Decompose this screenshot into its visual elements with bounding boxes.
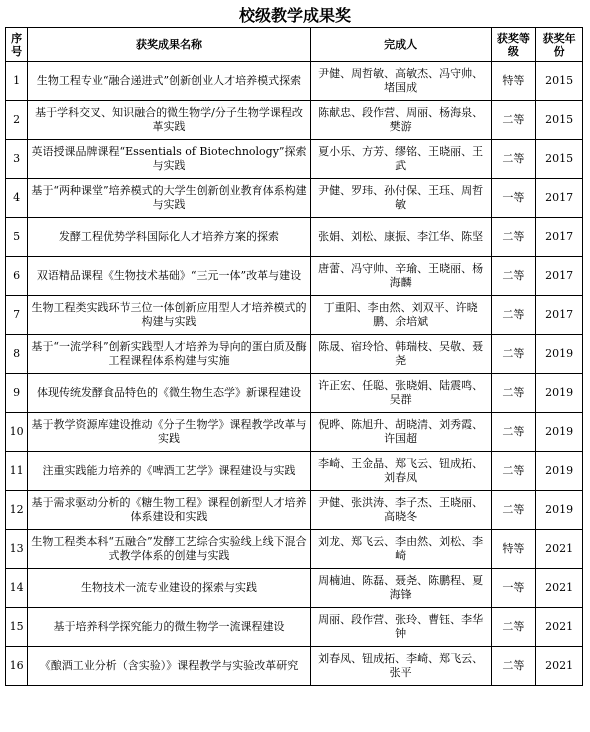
table-row — [6, 218, 583, 257]
cell-name: 基于学科交叉、知识融合的微生物学/分子生物学课程改革实践 — [28, 101, 310, 140]
cell-team: 尹健、罗玮、孙付保、王珏、周哲敏 — [310, 179, 491, 218]
table-row — [6, 296, 583, 335]
header-level: 获奖等级 — [491, 28, 536, 62]
cell-team: 尹健、周哲敏、高敏杰、冯守帅、堵国成 — [310, 62, 491, 101]
cell-team: 尹健、张洪涛、李子杰、王晓丽、高晓冬 — [310, 491, 491, 530]
cell-year: 2021 — [536, 647, 583, 686]
cell-name: 基于培养科学探究能力的微生物学一流课程建设 — [28, 608, 310, 647]
cell-no: 2 — [6, 101, 28, 140]
cell-level: 特等 — [491, 530, 536, 569]
cell-no: 12 — [6, 491, 28, 530]
cell-no: 3 — [6, 140, 28, 179]
table-row — [6, 569, 583, 608]
cell-year: 2019 — [536, 335, 583, 374]
table-row — [6, 335, 583, 374]
cell-team: 李崎、王金晶、郑飞云、钮成拓、刘春凤 — [310, 452, 491, 491]
cell-no: 9 — [6, 374, 28, 413]
cell-level: 二等 — [491, 374, 536, 413]
cell-team: 刘春凤、钮成拓、李崎、郑飞云、张平 — [310, 647, 491, 686]
cell-level: 二等 — [491, 140, 536, 179]
cell-no: 14 — [6, 569, 28, 608]
table-row — [6, 374, 583, 413]
cell-level: 二等 — [491, 647, 536, 686]
cell-name: 生物工程类实践环节三位一体创新应用型人才培养模式的构建与实践 — [28, 296, 310, 335]
cell-name: 生物工程类本科“五融合”发酵工艺综合实验线上线下混合式教学体系的创建与实践 — [28, 530, 310, 569]
cell-level: 二等 — [491, 491, 536, 530]
cell-no: 7 — [6, 296, 28, 335]
cell-year: 2015 — [536, 140, 583, 179]
cell-level: 二等 — [491, 296, 536, 335]
cell-team: 刘龙、郑飞云、李由然、刘松、李崎 — [310, 530, 491, 569]
cell-team: 周丽、段作营、张玲、曹钰、李华钟 — [310, 608, 491, 647]
cell-year: 2017 — [536, 179, 583, 218]
cell-name: 《酿酒工业分析（含实验）》课程教学与实验改革研究 — [28, 647, 310, 686]
cell-year: 2015 — [536, 101, 583, 140]
cell-name: 注重实践能力培养的《啤酒工艺学》课程建设与实践 — [28, 452, 310, 491]
cell-level: 二等 — [491, 452, 536, 491]
cell-year: 2021 — [536, 569, 583, 608]
header-team: 完成人 — [310, 28, 491, 62]
cell-year: 2017 — [536, 296, 583, 335]
table-row — [6, 608, 583, 647]
table-row — [6, 413, 583, 452]
table-body — [6, 62, 583, 686]
cell-no: 4 — [6, 179, 28, 218]
cell-name: 生物技术一流专业建设的探索与实践 — [28, 569, 310, 608]
cell-level: 特等 — [491, 62, 536, 101]
cell-year: 2021 — [536, 608, 583, 647]
table-row — [6, 257, 583, 296]
cell-no: 8 — [6, 335, 28, 374]
cell-no: 16 — [6, 647, 28, 686]
cell-name: 基于“两种课堂”培养模式的大学生创新创业教育体系构建与实践 — [28, 179, 310, 218]
table-row — [6, 647, 583, 686]
header-name: 获奖成果名称 — [28, 28, 310, 62]
cell-level: 二等 — [491, 257, 536, 296]
header-no: 序号 — [6, 28, 28, 62]
cell-year: 2019 — [536, 452, 583, 491]
table-row — [6, 530, 583, 569]
table-row — [6, 491, 583, 530]
cell-team: 倪晔、陈旭升、胡晓清、刘秀霞、许国超 — [310, 413, 491, 452]
cell-team: 丁重阳、李由然、刘双平、许晓鹏、余培斌 — [310, 296, 491, 335]
page-title: 校级教学成果奖 — [238, 6, 351, 25]
cell-no: 10 — [6, 413, 28, 452]
cell-year: 2019 — [536, 413, 583, 452]
cell-no: 5 — [6, 218, 28, 257]
cell-team: 张娟、刘松、康振、李江华、陈坚 — [310, 218, 491, 257]
cell-year: 2017 — [536, 218, 583, 257]
cell-name: 双语精品课程《生物技术基础》“三元一体”改革与建设 — [28, 257, 310, 296]
table-row — [6, 62, 583, 101]
header-year: 获奖年份 — [536, 28, 583, 62]
cell-team: 陈献忠、段作营、周丽、杨海泉、樊游 — [310, 101, 491, 140]
cell-level: 二等 — [491, 335, 536, 374]
cell-year: 2017 — [536, 257, 583, 296]
cell-team: 周楠迪、陈磊、聂尧、陈鹏程、夏海锋 — [310, 569, 491, 608]
cell-no: 15 — [6, 608, 28, 647]
awards-table — [5, 27, 583, 686]
header-row — [6, 28, 583, 62]
cell-name: 体现传统发酵食品特色的《微生物生态学》新课程建设 — [28, 374, 310, 413]
cell-no: 6 — [6, 257, 28, 296]
cell-no: 1 — [6, 62, 28, 101]
table-row — [6, 140, 583, 179]
cell-year: 2015 — [536, 62, 583, 101]
cell-name: 基于教学资源库建设推动《分子生物学》课程教学改革与实践 — [28, 413, 310, 452]
cell-level: 二等 — [491, 101, 536, 140]
table-row — [6, 179, 583, 218]
cell-level: 一等 — [491, 179, 536, 218]
cell-name: 发酵工程优势学科国际化人才培养方案的探索 — [28, 218, 310, 257]
cell-year: 2019 — [536, 491, 583, 530]
cell-level: 二等 — [491, 413, 536, 452]
cell-no: 11 — [6, 452, 28, 491]
cell-no: 13 — [6, 530, 28, 569]
table-row — [6, 452, 583, 491]
table-header — [6, 28, 583, 62]
cell-team: 夏小乐、方芳、缪铭、王晓丽、王武 — [310, 140, 491, 179]
cell-name: 生物工程专业“融合递进式”创新创业人才培养模式探索 — [28, 62, 310, 101]
cell-year: 2019 — [536, 374, 583, 413]
cell-level: 二等 — [491, 608, 536, 647]
cell-level: 一等 — [491, 569, 536, 608]
cell-team: 陈晟、宿玲恰、韩瑞枝、吴敬、聂尧 — [310, 335, 491, 374]
cell-name: 基于需求驱动分析的《糖生物工程》课程创新型人才培养体系建设和实践 — [28, 491, 310, 530]
cell-name: 英语授课品牌课程“Essentials of Biotechnology”探索与实践 — [28, 140, 310, 179]
cell-team: 唐蕾、冯守帅、辛瑜、王晓丽、杨海麟 — [310, 257, 491, 296]
table-row — [6, 101, 583, 140]
cell-name: 基于“一流学科”创新实践型人才培养为导向的蛋白质及酶工程课程体系构建与实施 — [28, 335, 310, 374]
cell-team: 许正宏、任聪、张晓娟、陆震鸣、吴群 — [310, 374, 491, 413]
cell-year: 2021 — [536, 530, 583, 569]
cell-level: 二等 — [491, 218, 536, 257]
